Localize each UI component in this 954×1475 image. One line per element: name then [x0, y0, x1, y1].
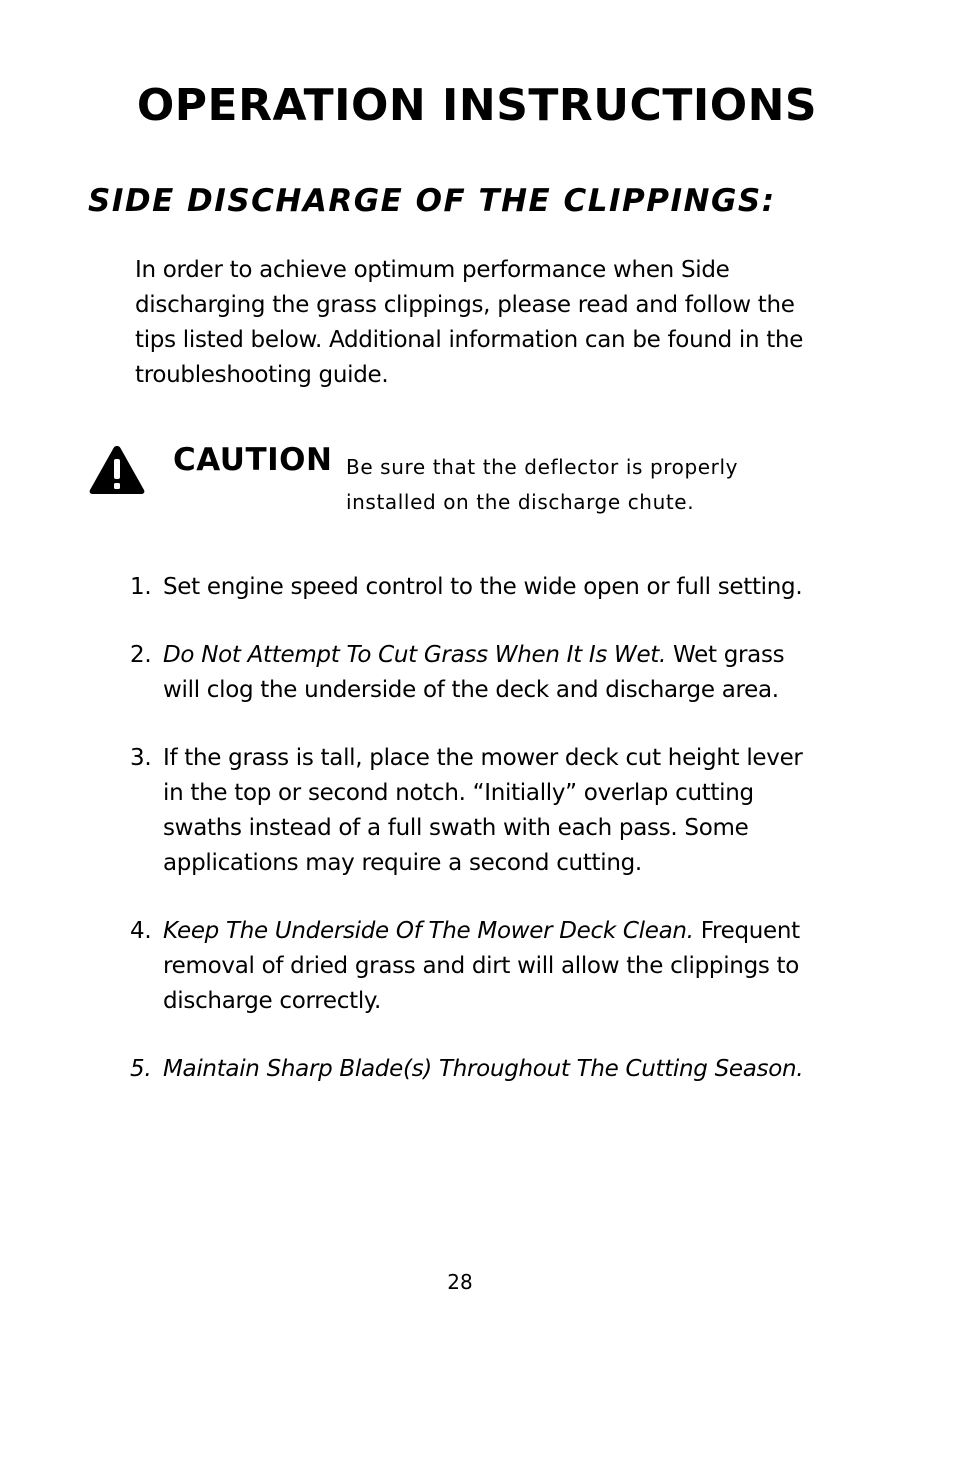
- step-number: 3.: [130, 745, 152, 771]
- caution-text: Be sure that the deflector is properly installed on the discharge chute.: [346, 455, 739, 514]
- page-number: 28: [447, 1270, 473, 1294]
- step-item: [130, 570, 810, 605]
- step-item: [130, 1052, 810, 1087]
- intro-paragraph: In order to achieve optimum performance when Side discharging the grass clippings, please read and follow the tips listed below. Additional information can be found in the troubleshooting guide.: [135, 257, 804, 388]
- section-heading: SIDE DISCHARGE OF THE CLIPPINGS:: [88, 183, 776, 219]
- step-number: 1.: [130, 574, 152, 600]
- step-text: If the grass is tall, place the mower deck cut height lever in the top or second notch. “Initially” overlap cutting swaths instead of a full swath with each pass. Some applications may require a second cutting.: [163, 745, 803, 876]
- page-title: OPERATION INSTRUCTIONS: [136, 80, 818, 131]
- step-text: Wet grass will clog the underside of the deck and discharge area.: [163, 642, 785, 703]
- step-item: [130, 914, 810, 1019]
- step-emphasis: Keep The Underside Of The Mower Deck Clean.: [163, 918, 694, 944]
- step-emphasis: Do Not Attempt To Cut Grass When It Is Wet.: [163, 642, 667, 668]
- step-number: 5.: [130, 1056, 152, 1082]
- caution-label: CAUTION: [173, 442, 333, 478]
- warning-triangle-icon: [88, 444, 146, 496]
- step-text: Set engine speed control to the wide open or full setting.: [163, 574, 803, 600]
- step-item: [130, 638, 810, 708]
- step-item: [130, 741, 810, 881]
- step-number: 2.: [130, 642, 152, 668]
- instruction-steps: [130, 570, 810, 1087]
- step-number: 4.: [130, 918, 152, 944]
- step-emphasis: Maintain Sharp Blade(s) Throughout The Cutting Season.: [163, 1056, 804, 1082]
- step-text: Frequent removal of dried grass and dirt will allow the clippings to discharge correctly.: [163, 918, 800, 1014]
